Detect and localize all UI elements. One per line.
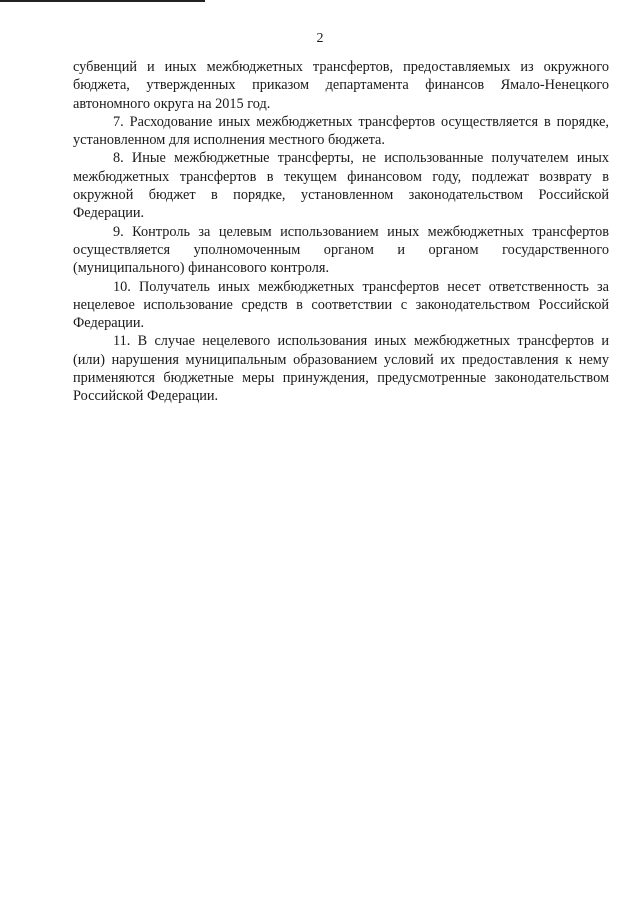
paragraph-11: 11. В случае нецелевого использования иных межбюджетных трансфертов и (или) нарушения муниципальным образованием условий их предоставления к нему применяются бюджетные меры принуждения, предусмотренные законодательством Российской Федерации. [73,333,609,405]
paragraph-10: 10. Получатель иных межбюджетных трансфертов несет ответственность за нецелевое использование средств в соответствии с законодательством Российской Федерации. [73,278,609,332]
top-rule [0,0,205,2]
page-number: 2 [316,31,324,46]
paragraph-continuation: субвенций и иных межбюджетных трансфертов, предоставляемых из окружного бюджета, утвержденных приказом департамента финансов Ямало-Ненецкого автономного округа на 2015 год. [73,59,609,112]
paragraph-7: 7. Расходование иных межбюджетных трансфертов осуществляется в порядке, установленном для исполнения местного бюджета. [73,113,609,149]
paragraph-9: 9. Контроль за целевым использованием иных межбюджетных трансфертов осуществляется уполномоченным органом и органом государственного (муниципального) финансового контроля. [73,223,609,277]
document-body [73,58,609,406]
paragraph-8: 8. Иные межбюджетные трансферты, не использованные получателем иных межбюджетных трансфертов в текущем финансовом году, подлежат возврату в окружной бюджет в порядке, установленном законодательством Российской Федерации. [73,150,609,222]
